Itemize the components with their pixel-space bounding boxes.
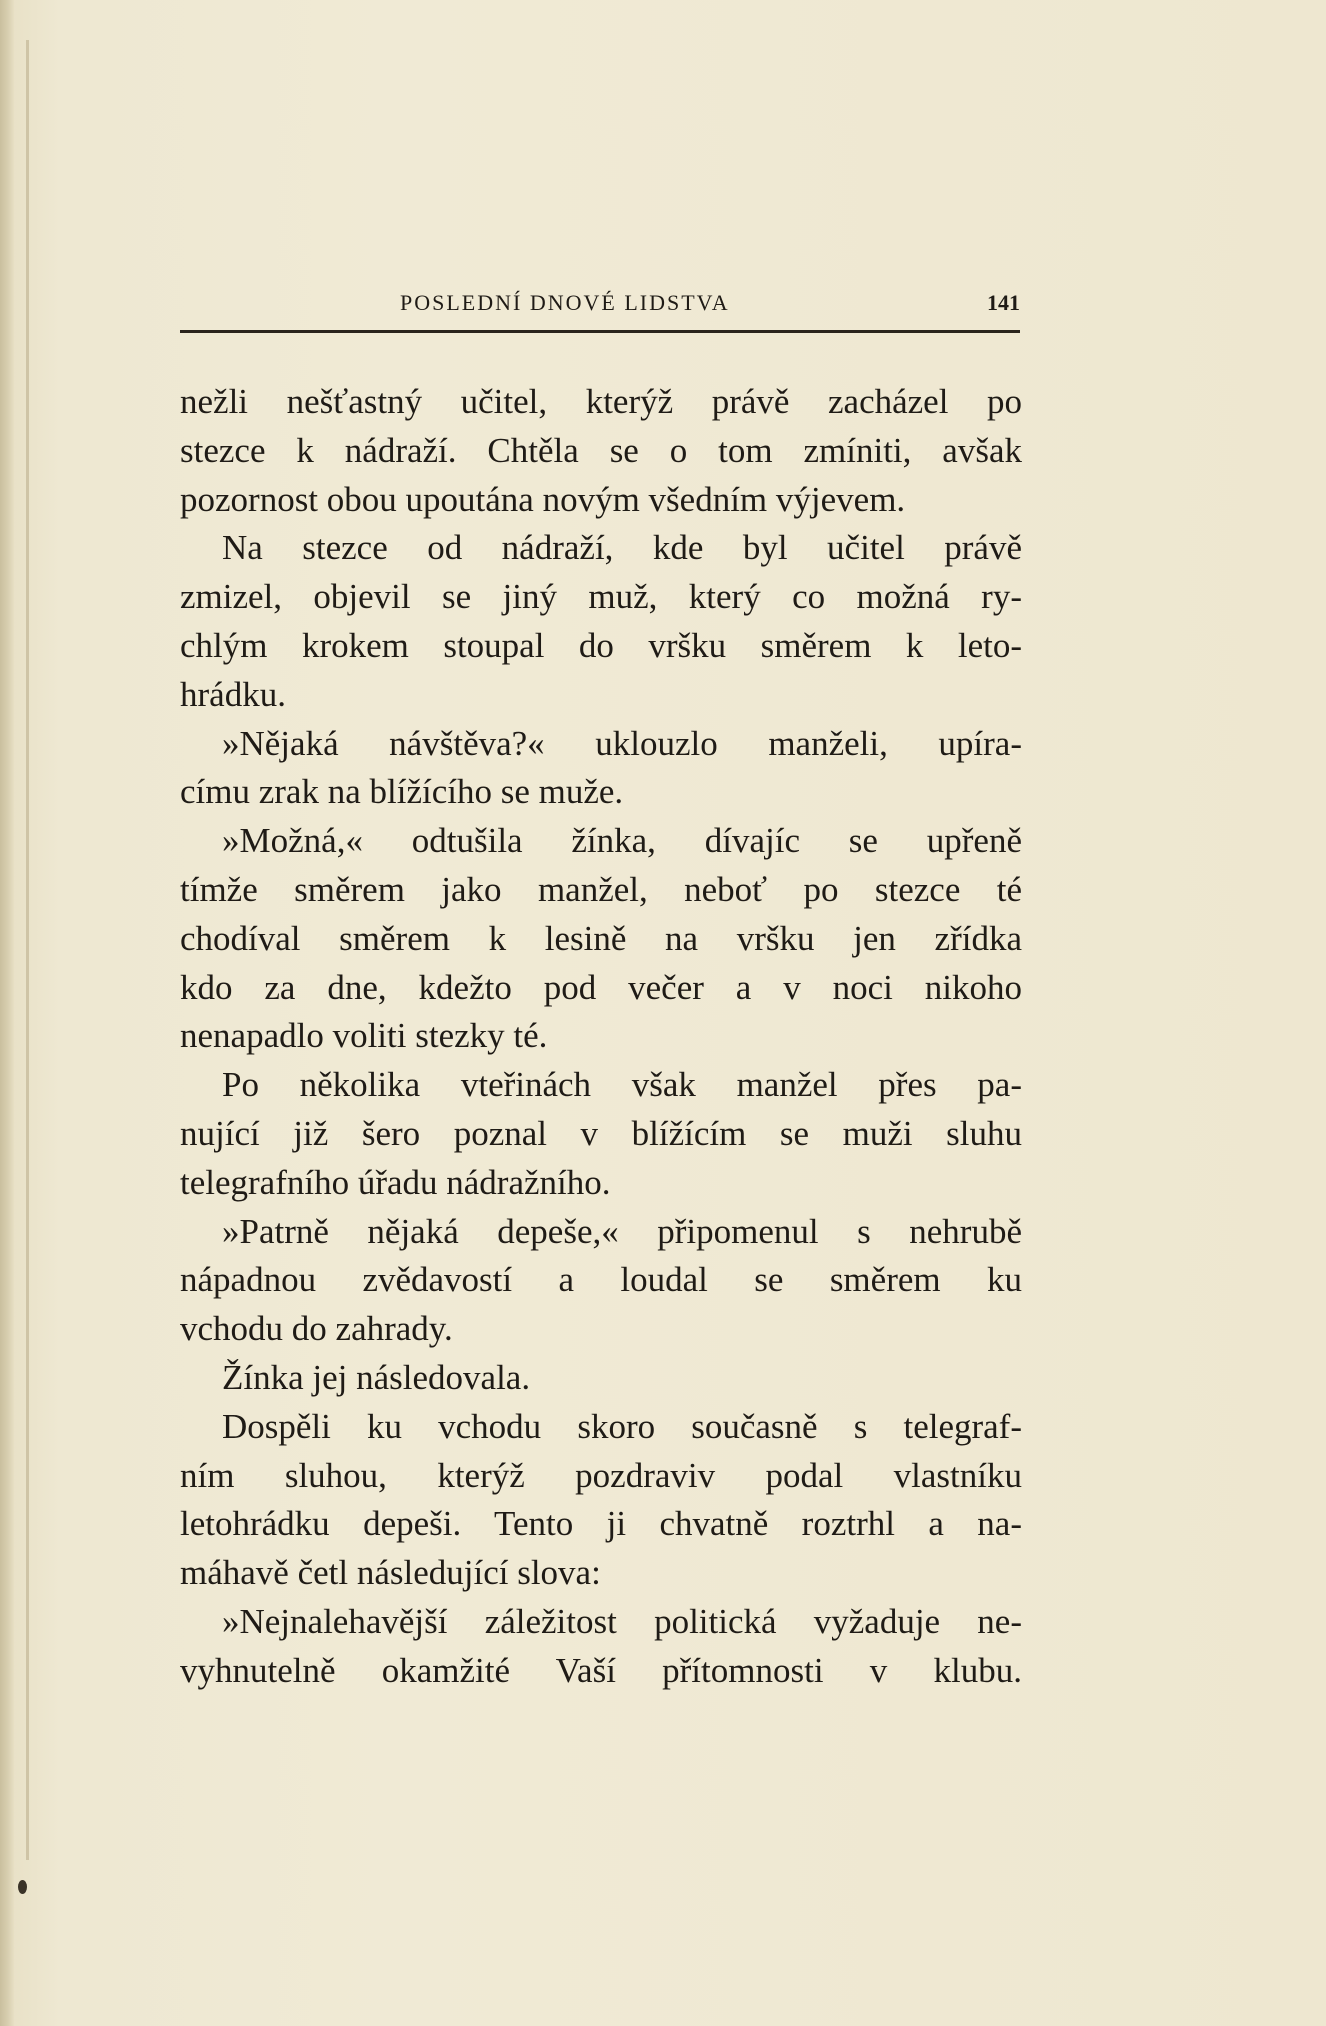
- running-title: POSLEDNÍ DNOVÉ LIDSTVA: [400, 290, 730, 315]
- text-line: Dospěli ku vchodu skoro současně s telegraf-: [222, 1406, 1022, 1446]
- text-line: Žínka jej následovala.: [222, 1357, 531, 1397]
- body-text: [180, 378, 1022, 1696]
- text-line: címu zrak na blížícího se muže.: [180, 772, 624, 812]
- text-line: máhavě četl následující slova:: [180, 1553, 601, 1593]
- binding-shadow-line: [26, 40, 29, 1860]
- text-line: nápadnou zvědavostí a loudal se směrem ku: [180, 1260, 1022, 1300]
- text-line: vchodu do zahrady.: [180, 1309, 453, 1349]
- text-line: »Nějaká návštěva?« uklouzlo manželi, upíra-: [222, 723, 1022, 763]
- text-line: nující již šero poznal v blížícím se muži sluhu: [180, 1113, 1022, 1153]
- text-line: telegrafního úřadu nádražního.: [180, 1162, 611, 1202]
- text-line: nežli nešťastný učitel, kterýž právě zacházel po: [180, 382, 1022, 421]
- text-line: »Možná,« odtušila žínka, dívajíc se upřeně: [222, 821, 1022, 861]
- text-line: »Patrně nějaká depeše,« připomenul s nehrubě: [222, 1211, 1022, 1251]
- text-line: vyhnutelně okamžité Vaší přítomnosti v klubu.: [180, 1650, 1022, 1690]
- text-line: tímže směrem jako manžel, neboť po stezce té: [180, 869, 1022, 909]
- binding-edge: [0, 0, 14, 2026]
- page-header: [180, 290, 1020, 330]
- text-line: kdo za dne, kdežto pod večer a v noci nikoho: [180, 967, 1022, 1007]
- margin-ink-mark: [18, 1880, 27, 1894]
- text-line: Po několika vteřinách však manžel přes pa-: [222, 1065, 1022, 1105]
- text-line: chodíval směrem k lesině na vršku jen zřídka: [180, 918, 1022, 958]
- text-line: chlým krokem stoupal do vršku směrem k leto-: [180, 625, 1022, 665]
- text-line: hrádku.: [180, 674, 286, 714]
- text-line: zmizel, objevil se jiný muž, který co možná ry-: [180, 577, 1022, 617]
- text-line: ním sluhou, kterýž pozdraviv podal vlastníku: [180, 1455, 1022, 1495]
- header-rule: [180, 330, 1020, 333]
- page-number: 141: [987, 290, 1020, 315]
- text-line: letohrádku depeši. Tento ji chvatně roztrhl a na-: [180, 1504, 1022, 1544]
- text-line: Na stezce od nádraží, kde byl učitel právě: [222, 528, 1022, 568]
- text-line: stezce k nádraží. Chtěla se o tom zmíniti, avšak: [180, 430, 1022, 470]
- text-line: nenapadlo voliti stezky té.: [180, 1016, 548, 1056]
- text-line: pozornost obou upoutána novým všedním výjevem.: [180, 479, 906, 519]
- text-line: »Nejnalehavější záležitost politická vyžaduje ne-: [222, 1601, 1022, 1641]
